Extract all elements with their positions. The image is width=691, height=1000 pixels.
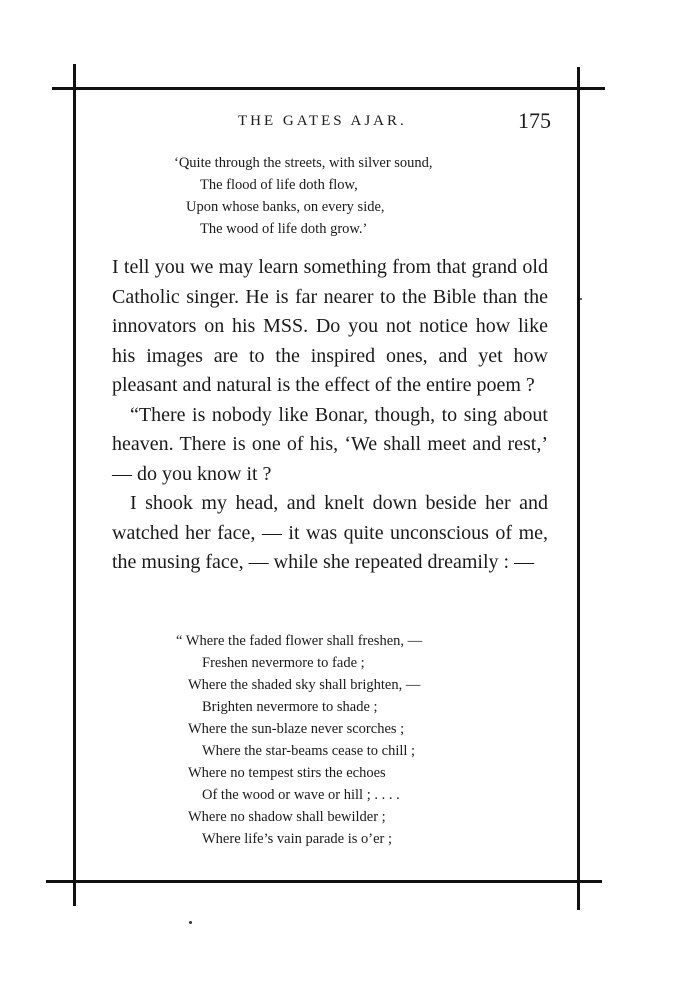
poem-line: Where the shaded sky shall brighten, — xyxy=(188,677,421,693)
print-speck xyxy=(189,921,192,924)
paragraph: I tell you we may learn something from that grand old Catholic singer. He is far nearer to the Bible than the innovators on his MSS. Do you not notice how like his images are to the inspired ones, and yet how pleasant and natural is the effect of the entire poem ? xyxy=(112,256,548,396)
poem-line: The wood of life doth grow.’ xyxy=(200,221,368,237)
poem-line: Freshen nevermore to fade ; xyxy=(202,655,365,671)
top-border-rule xyxy=(52,87,605,90)
poem-line: Of the wood or wave or hill ; . . . . xyxy=(202,787,400,803)
poem-line: Where life’s vain parade is o’er ; xyxy=(202,831,393,847)
poem-line: Where the star-beams cease to chill ; xyxy=(202,743,416,759)
paragraph: “There is nobody like Bonar, though, to sing about heaven. There is one of his, ‘We shall meet and rest,’ — do you know it ? xyxy=(112,403,548,485)
paragraph: I shook my head, and knelt down beside her and watched her face, — it was quite unconscious of me, the musing face, — while she repeated dreamily : — xyxy=(112,492,548,573)
poem-line: The flood of life doth flow, xyxy=(200,177,358,193)
poem-bottom xyxy=(176,630,422,850)
poem-line: Where the sun-blaze never scorches ; xyxy=(188,721,405,737)
poem-line: Where no shadow shall bewilder ; xyxy=(188,809,386,825)
print-speck xyxy=(580,298,582,300)
bottom-border-rule xyxy=(46,880,602,883)
poem-line: Brighten nevermore to shade ; xyxy=(202,699,378,715)
poem-top xyxy=(174,152,433,240)
page-number: 175 xyxy=(518,108,551,133)
running-title: THE GATES AJAR. xyxy=(238,113,407,129)
poem-line: Upon whose banks, on every side, xyxy=(186,199,385,215)
body-text xyxy=(112,253,548,578)
right-border-rule xyxy=(577,67,580,910)
poem-line: Where no tempest stirs the echoes xyxy=(188,765,386,781)
poem-line: ‘Quite through the streets, with silver sound, xyxy=(174,155,433,171)
poem-line: “ Where the faded flower shall freshen, — xyxy=(176,633,423,649)
left-border-rule xyxy=(73,64,76,906)
